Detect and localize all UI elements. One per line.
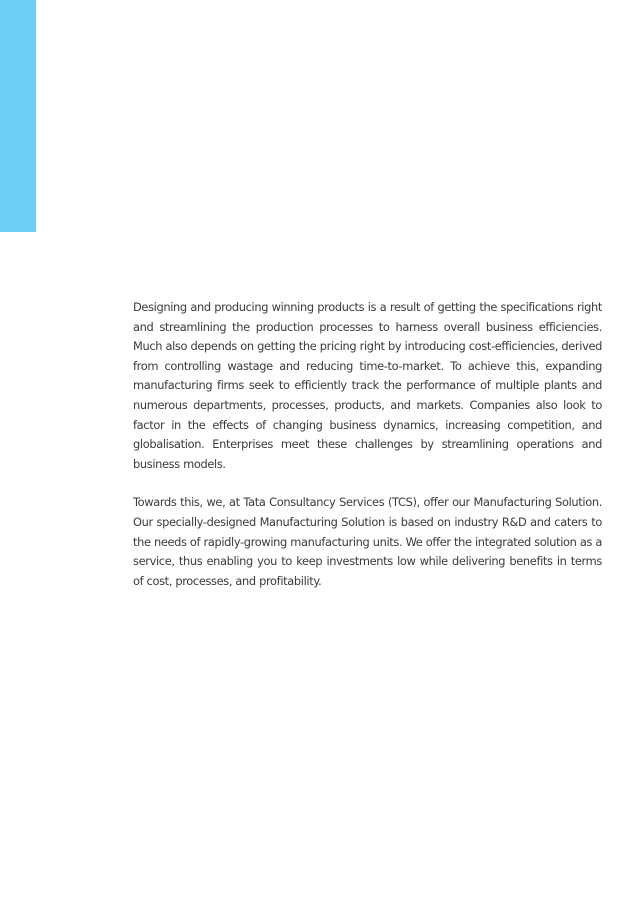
paragraph-intro: Designing and producing winning products is a result of getting the specifications right and streamlining the production processes to harness overall business efficiencies. Much also depends on getting the pricing right by introducing cost-efficiencies, derived from controlling wastage and reducing time-to-market. To achieve this, expanding manufacturing firms seek to efficiently track the performance of multiple plants and numerous departments, processes, products, and markets. Companies also look to factor in the effects of changing business dynamics, increasing competition, and globalisation. Enterprises meet these challenges by streamlining operations and business models.: [133, 300, 602, 471]
body-text: [133, 298, 602, 591]
accent-bar: [0, 0, 36, 232]
paragraph-solution: Towards this, we, at Tata Consultancy Services (TCS), offer our Manufacturing Solution. Our specially-designed Manufacturing Solution is based on industry R&D and caters to the needs of rapidly-growing manufacturing units. We offer the integrated solution as a service, thus enabling you to keep investments low while delivering benefits in terms of cost, processes, and profitability.: [133, 495, 602, 588]
